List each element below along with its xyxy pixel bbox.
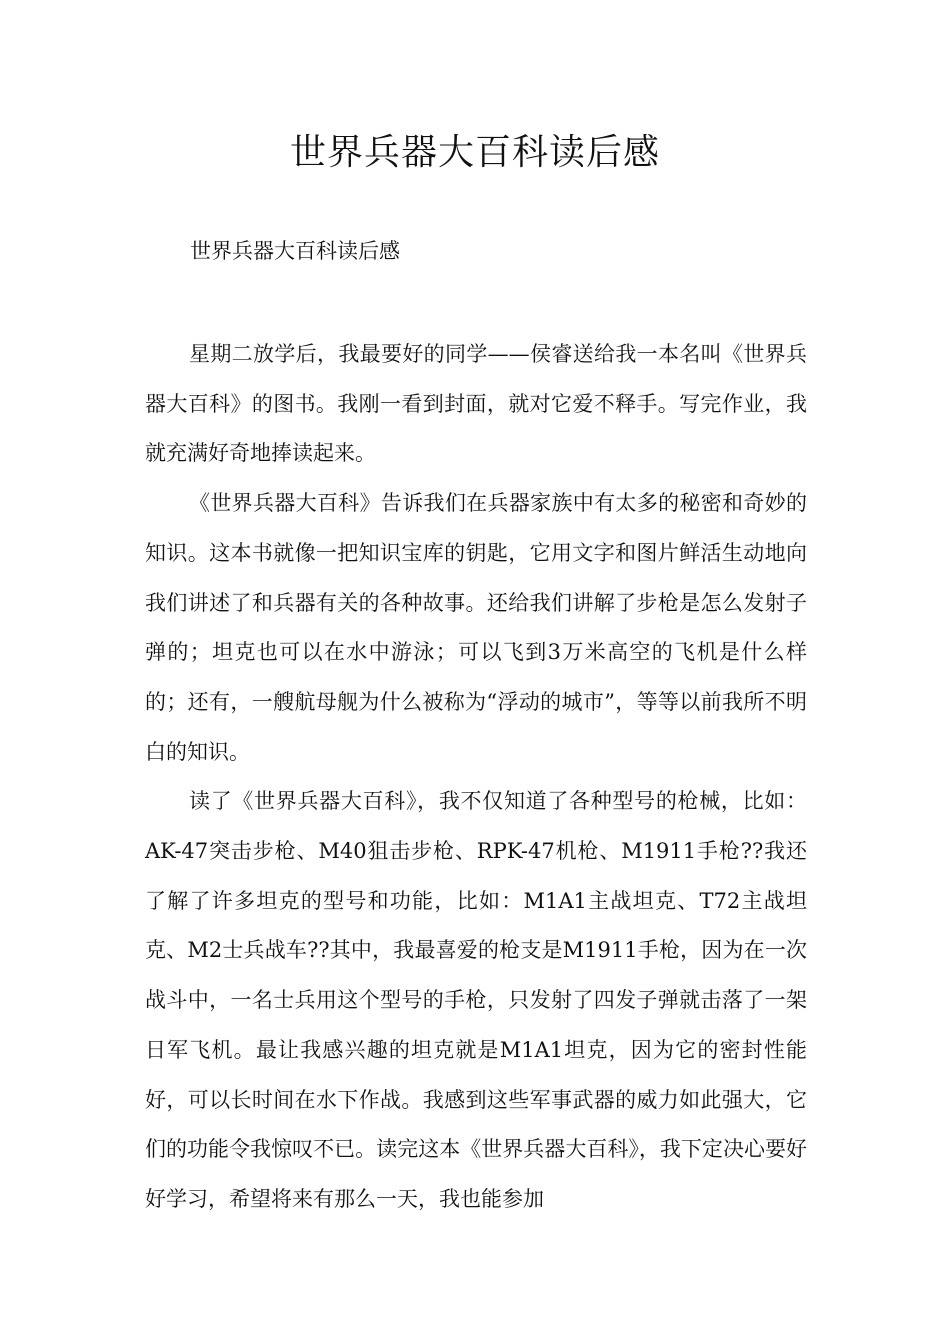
document-title: 世界兵器大百科读后感 (289, 132, 660, 173)
paragraph-1: 星期二放学后，我最要好的同学——侯睿送给我一本名叫《世界兵器大百科》的图书。我刚一看到封面，就对它爱不释手。写完作业，我就充满好奇地捧读起来。 (145, 342, 807, 466)
document-subtitle: 世界兵器大百科读后感 (190, 239, 400, 263)
paragraph-2: 《世界兵器大百科》告诉我们在兵器家族中有太多的秘密和奇妙的知识。这本书就像一把知识宝库的钥匙，它用文字和图片鲜活生动地向我们讲述了和兵器有关的各种故事。还给我们讲解了步枪是怎么发射子弹的；坦克也可以在水中游泳；可以飞到3万米高空的飞机是什么样的；还有，一艘航母舰为什么被称为“浮动的城市”，等等以前我所不明白的知识。 (145, 491, 807, 764)
paragraph-3: 读了《世界兵器大百科》，我不仅知道了各种型号的枪械，比如：AK-47突击步枪、M40狙击步枪、RPK-47机枪、M1911手枪??我还了解了许多坦克的型号和功能，比如：M1A1主战坦克、T72主战坦克、M2士兵战车??其中，我最喜爱的枪支是M1911手枪，因为在一次战斗中，一名士兵用这个型号的手枪，只发射了四发子弹就击落了一架日军飞机。最让我感兴趣的坦克就是M1A1坦克，因为它的密封性能好，可以长时间在水下作战。我感到这些军事武器的威力如此强大，它们的功能令我惊叹不已。读完这本《世界兵器大百科》，我下定决心要好好学习，希望将来有那么一天，我也能参加 (145, 789, 807, 1211)
document-body (145, 330, 807, 1225)
